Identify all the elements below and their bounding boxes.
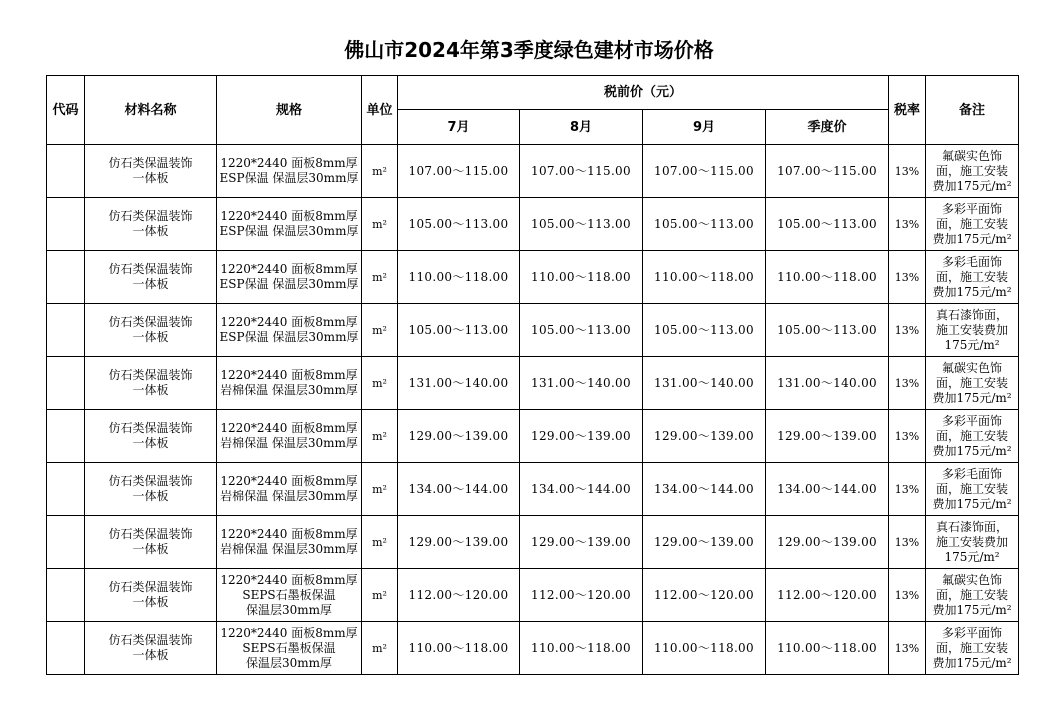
cell-material-name: 仿石类保温装饰 一体板 xyxy=(85,251,217,304)
cell-price-quarter: 112.00～120.00 xyxy=(766,569,889,622)
cell-price-august: 129.00～139.00 xyxy=(520,410,643,463)
cell-price-july: 129.00～139.00 xyxy=(398,410,520,463)
cell-tax-rate: 13% xyxy=(889,251,926,304)
cell-material-name: 仿石类保温装饰 一体板 xyxy=(85,463,217,516)
cell-material-name: 仿石类保温装饰 一体板 xyxy=(85,304,217,357)
cell-price-september: 110.00～118.00 xyxy=(643,622,766,675)
cell-tax-rate: 13% xyxy=(889,622,926,675)
cell-price-july: 131.00～140.00 xyxy=(398,357,520,410)
cell-unit: m² xyxy=(362,569,398,622)
header-note: 备注 xyxy=(926,76,1019,145)
header-code: 代码 xyxy=(47,76,85,145)
cell-price-august: 110.00～118.00 xyxy=(520,622,643,675)
cell-price-quarter: 105.00～113.00 xyxy=(766,198,889,251)
cell-tax-rate: 13% xyxy=(889,516,926,569)
header-material-name: 材料名称 xyxy=(85,76,217,145)
cell-price-july: 129.00～139.00 xyxy=(398,516,520,569)
cell-material-name: 仿石类保温装饰 一体板 xyxy=(85,569,217,622)
cell-price-july: 110.00～118.00 xyxy=(398,622,520,675)
table-row xyxy=(47,463,1019,516)
header-august: 8月 xyxy=(520,110,643,145)
cell-price-quarter: 129.00～139.00 xyxy=(766,516,889,569)
cell-material-name: 仿石类保温装饰 一体板 xyxy=(85,198,217,251)
cell-spec: 1220*2440 面板8mm厚 ESP保温 保温层30mm厚 xyxy=(217,198,362,251)
cell-spec: 1220*2440 面板8mm厚 岩棉保温 保温层30mm厚 xyxy=(217,410,362,463)
cell-note: 多彩平面饰 面，施工安装 费加175元/m² xyxy=(926,198,1019,251)
cell-note: 多彩平面饰 面，施工安装 费加175元/m² xyxy=(926,410,1019,463)
cell-price-july: 110.00～118.00 xyxy=(398,251,520,304)
cell-code xyxy=(47,622,85,675)
cell-price-quarter: 131.00～140.00 xyxy=(766,357,889,410)
header-spec: 规格 xyxy=(217,76,362,145)
cell-note: 氟碳实色饰 面，施工安装 费加175元/m² xyxy=(926,145,1019,198)
cell-code xyxy=(47,516,85,569)
cell-spec: 1220*2440 面板8mm厚 ESP保温 保温层30mm厚 xyxy=(217,251,362,304)
cell-material-name: 仿石类保温装饰 一体板 xyxy=(85,622,217,675)
cell-code xyxy=(47,251,85,304)
cell-unit: m² xyxy=(362,622,398,675)
cell-material-name: 仿石类保温装饰 一体板 xyxy=(85,516,217,569)
cell-price-july: 105.00～113.00 xyxy=(398,304,520,357)
cell-price-quarter: 110.00～118.00 xyxy=(766,251,889,304)
cell-code xyxy=(47,463,85,516)
cell-price-august: 112.00～120.00 xyxy=(520,569,643,622)
cell-price-september: 129.00～139.00 xyxy=(643,410,766,463)
cell-price-quarter: 107.00～115.00 xyxy=(766,145,889,198)
header-tax-rate: 税率 xyxy=(889,76,926,145)
table-row xyxy=(47,357,1019,410)
cell-price-august: 105.00～113.00 xyxy=(520,304,643,357)
cell-price-july: 105.00～113.00 xyxy=(398,198,520,251)
cell-spec: 1220*2440 面板8mm厚 岩棉保温 保温层30mm厚 xyxy=(217,463,362,516)
table-row xyxy=(47,622,1019,675)
cell-unit: m² xyxy=(362,516,398,569)
cell-tax-rate: 13% xyxy=(889,569,926,622)
header-july: 7月 xyxy=(398,110,520,145)
table-row xyxy=(47,569,1019,622)
cell-tax-rate: 13% xyxy=(889,198,926,251)
cell-price-quarter: 105.00～113.00 xyxy=(766,304,889,357)
cell-spec: 1220*2440 面板8mm厚 岩棉保温 保温层30mm厚 xyxy=(217,516,362,569)
cell-price-july: 112.00～120.00 xyxy=(398,569,520,622)
cell-spec: 1220*2440 面板8mm厚 SEPS石墨板保温 保温层30mm厚 xyxy=(217,569,362,622)
cell-code xyxy=(47,410,85,463)
cell-price-july: 107.00～115.00 xyxy=(398,145,520,198)
cell-price-september: 107.00～115.00 xyxy=(643,145,766,198)
table-row xyxy=(47,516,1019,569)
cell-material-name: 仿石类保温装饰 一体板 xyxy=(85,145,217,198)
cell-price-quarter: 110.00～118.00 xyxy=(766,622,889,675)
cell-spec: 1220*2440 面板8mm厚 ESP保温 保温层30mm厚 xyxy=(217,304,362,357)
cell-unit: m² xyxy=(362,198,398,251)
cell-code xyxy=(47,357,85,410)
cell-note: 氟碳实色饰 面，施工安装 费加175元/m² xyxy=(926,357,1019,410)
cell-unit: m² xyxy=(362,463,398,516)
cell-unit: m² xyxy=(362,357,398,410)
cell-note: 多彩毛面饰 面，施工安装 费加175元/m² xyxy=(926,251,1019,304)
cell-material-name: 仿石类保温装饰 一体板 xyxy=(85,357,217,410)
table-row xyxy=(47,145,1019,198)
cell-price-september: 110.00～118.00 xyxy=(643,251,766,304)
cell-code xyxy=(47,145,85,198)
cell-unit: m² xyxy=(362,251,398,304)
cell-price-september: 105.00～113.00 xyxy=(643,304,766,357)
cell-price-september: 134.00～144.00 xyxy=(643,463,766,516)
table-row xyxy=(47,198,1019,251)
cell-unit: m² xyxy=(362,304,398,357)
cell-price-september: 112.00～120.00 xyxy=(643,569,766,622)
cell-price-september: 105.00～113.00 xyxy=(643,198,766,251)
cell-price-august: 107.00～115.00 xyxy=(520,145,643,198)
cell-price-september: 131.00～140.00 xyxy=(643,357,766,410)
header-pretax-price: 税前价（元） xyxy=(398,76,889,110)
cell-unit: m² xyxy=(362,410,398,463)
cell-price-quarter: 129.00～139.00 xyxy=(766,410,889,463)
cell-tax-rate: 13% xyxy=(889,304,926,357)
price-table xyxy=(46,75,1019,675)
cell-code xyxy=(47,198,85,251)
cell-note: 真石漆饰面， 施工安装费加 175元/m² xyxy=(926,304,1019,357)
cell-price-quarter: 134.00～144.00 xyxy=(766,463,889,516)
cell-note: 真石漆饰面， 施工安装费加 175元/m² xyxy=(926,516,1019,569)
cell-note: 多彩毛面饰 面，施工安装 费加175元/m² xyxy=(926,463,1019,516)
cell-price-september: 129.00～139.00 xyxy=(643,516,766,569)
cell-spec: 1220*2440 面板8mm厚 岩棉保温 保温层30mm厚 xyxy=(217,357,362,410)
cell-price-july: 134.00～144.00 xyxy=(398,463,520,516)
header-quarter-price: 季度价 xyxy=(766,110,889,145)
cell-spec: 1220*2440 面板8mm厚 ESP保温 保温层30mm厚 xyxy=(217,145,362,198)
cell-tax-rate: 13% xyxy=(889,410,926,463)
cell-code xyxy=(47,569,85,622)
cell-price-august: 105.00～113.00 xyxy=(520,198,643,251)
cell-price-august: 131.00～140.00 xyxy=(520,357,643,410)
table-row xyxy=(47,251,1019,304)
cell-note: 氟碳实色饰 面，施工安装 费加175元/m² xyxy=(926,569,1019,622)
cell-tax-rate: 13% xyxy=(889,357,926,410)
cell-price-august: 129.00～139.00 xyxy=(520,516,643,569)
cell-spec: 1220*2440 面板8mm厚 SEPS石墨板保温 保温层30mm厚 xyxy=(217,622,362,675)
cell-material-name: 仿石类保温装饰 一体板 xyxy=(85,410,217,463)
header-unit: 单位 xyxy=(362,76,398,145)
cell-tax-rate: 13% xyxy=(889,145,926,198)
cell-price-august: 110.00～118.00 xyxy=(520,251,643,304)
cell-code xyxy=(47,304,85,357)
cell-unit: m² xyxy=(362,145,398,198)
cell-price-august: 134.00～144.00 xyxy=(520,463,643,516)
table-row xyxy=(47,304,1019,357)
page-title: 佛山市2024年第3季度绿色建材市场价格 xyxy=(344,38,714,62)
cell-tax-rate: 13% xyxy=(889,463,926,516)
cell-note: 多彩平面饰 面，施工安装 费加175元/m² xyxy=(926,622,1019,675)
header-september: 9月 xyxy=(643,110,766,145)
table-row xyxy=(47,410,1019,463)
